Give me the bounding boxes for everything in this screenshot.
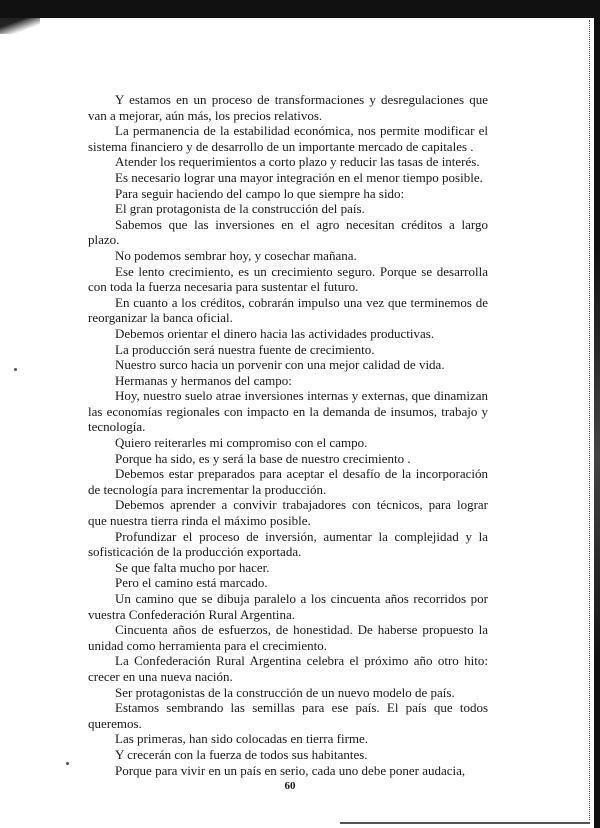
paragraph: Es necesario lograr una mayor integración en el menor tiempo posible.	[115, 169, 483, 185]
scan-border-bottom	[340, 822, 590, 824]
paragraph: Pero el camino está marcado.	[115, 575, 268, 591]
paragraph: Para seguir haciendo del campo lo que siempre ha sido:	[115, 185, 405, 201]
paragraph: Ese lento crecimiento, es un crecimiento seguro. Porque se desarrolla con toda la fuerza necesaria para sustentar el futuro.	[88, 263, 488, 295]
paragraph: El gran protagonista de la construcción del país.	[115, 201, 365, 217]
paragraph: La Confederación Rural Argentina celebra el próximo año otro hito: crecer en una nueva nación.	[88, 653, 488, 684]
paragraph: Ser protagonistas de la construcción de un nuevo modelo de país.	[115, 684, 455, 700]
document-body	[88, 92, 488, 778]
scan-speck	[66, 762, 69, 765]
paragraph: Sabemos que las inversiones en el agro necesitan créditos a largo plazo.	[88, 216, 488, 248]
paragraph: La producción será nuestra fuente de crecimiento.	[115, 341, 375, 357]
paragraph: Hermanas y hermanos del campo:	[115, 372, 292, 388]
paragraph: Estamos sembrando las semillas para ese país. El país que todos queremos.	[88, 700, 488, 731]
page-number: 60	[284, 780, 296, 792]
paragraph: Cincuenta años de esfuerzos, de honestidad. De haberse propuesto la unidad como herramienta para el crecimiento.	[88, 622, 488, 653]
paragraph: Quiero reiterarles mi compromiso con el campo.	[115, 435, 368, 451]
scan-border-top	[0, 0, 600, 18]
paragraph: Atender los requerimientos a corto plazo y reducir las tasas de interés.	[115, 154, 480, 170]
scan-border-right	[594, 0, 600, 828]
paragraph: La permanencia de la estabilidad económica, nos permite modificar el sistema financiero y de desarrollo de un importante mercado de capitales .	[88, 123, 488, 154]
paragraph: Debemos estar preparados para aceptar el desafío de la incorporación de tecnología para incrementar la producción.	[88, 466, 488, 497]
paragraph: Hoy, nuestro suelo atrae inversiones internas y externas, que dinamizan las economías regionales con impacto en la demanda de insumos, trabajo y tecnología.	[88, 388, 488, 435]
paragraph: Un camino que se dibuja paralelo a los cincuenta años recorridos por vuestra Confederación Rural Argentina.	[88, 591, 488, 622]
paragraph: Y estamos en un proceso de transformaciones y desregulaciones que van a mejorar, aún más, los precios relativos.	[88, 92, 488, 123]
scan-speck	[14, 368, 17, 371]
paragraph: En cuanto a los créditos, cobrarán impulso una vez que terminemos de reorganizar la banca oficial.	[88, 294, 488, 326]
paragraph: Porque para vivir en un país en serio, cada uno debe poner audacia,	[115, 762, 466, 778]
paragraph: Nuestro surco hacia un porvenir con una mejor calidad de vida.	[115, 357, 445, 373]
paragraph: Se que falta mucho por hacer.	[115, 559, 270, 575]
paragraph: Porque ha sido, es y será la base de nuestro crecimiento .	[115, 450, 411, 466]
scan-border-taper	[0, 18, 40, 34]
paragraph: Debemos aprender a convivir trabajadores con técnicos, para lograr que nuestra tierra rinda el máximo posible.	[88, 497, 488, 529]
paragraph: Las primeras, han sido colocadas en tierra firme.	[115, 731, 369, 747]
paragraph: Profundizar el proceso de inversión, aumentar la complejidad y la sofisticación de la producción exportada.	[88, 528, 488, 560]
paragraph: No podemos sembrar hoy, y cosechar mañana.	[115, 247, 357, 263]
paragraph: Debemos orientar el dinero hacia las actividades productivas.	[115, 325, 435, 341]
paragraph: Y crecerán con la fuerza de todos sus habitantes.	[115, 746, 368, 762]
